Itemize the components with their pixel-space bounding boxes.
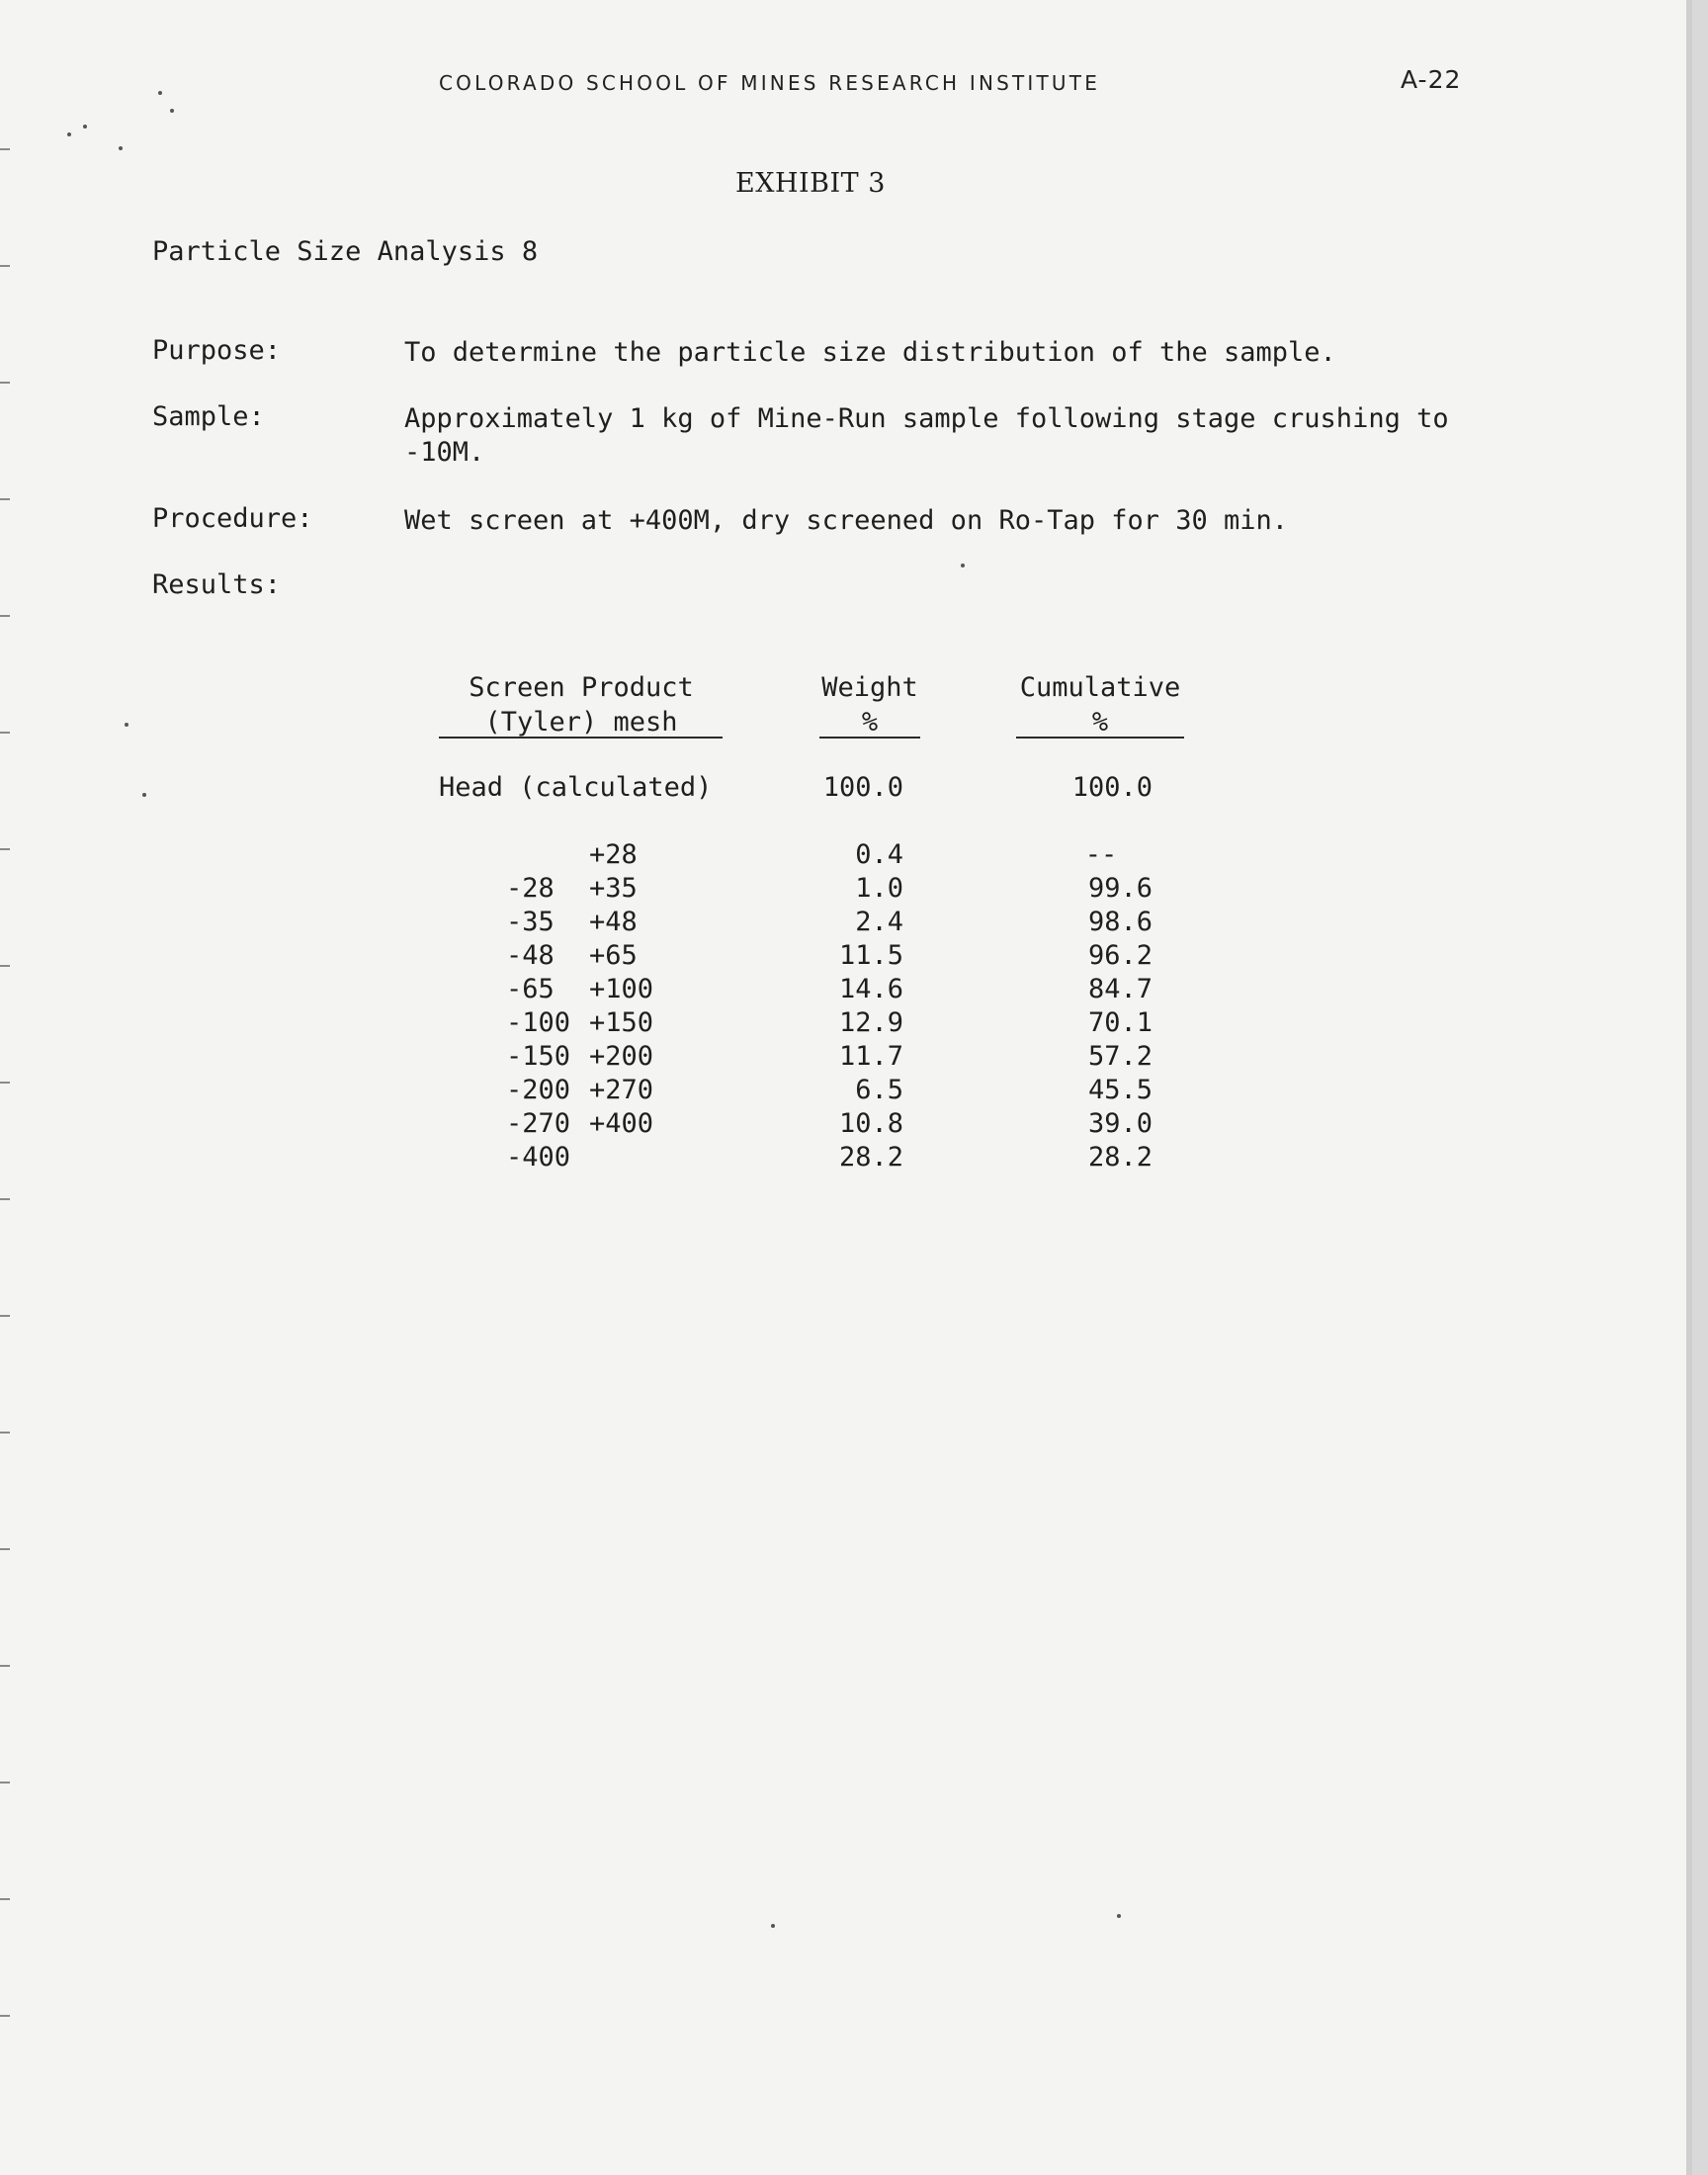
cumulative-value: 45.5 xyxy=(1087,1075,1153,1105)
results-label: Results: xyxy=(152,569,282,600)
weight-value: 11.5 xyxy=(838,940,903,971)
header-weight: Weight xyxy=(821,672,918,703)
institution-letterhead: COLORADO SCHOOL OF MINES RESEARCH INSTITUTE xyxy=(439,71,1101,95)
mesh-plus: +200 xyxy=(589,1041,654,1072)
edge-mark xyxy=(0,615,10,617)
mesh-plus: +400 xyxy=(589,1108,654,1139)
mesh-minus: -35 xyxy=(506,907,555,937)
edge-mark xyxy=(0,1782,10,1784)
edge-mark xyxy=(0,382,10,384)
procedure-label: Procedure: xyxy=(152,503,313,534)
head-row-cumulative: 100.0 xyxy=(1071,772,1153,803)
cumulative-value: 96.2 xyxy=(1087,940,1153,971)
cumulative-value: -- xyxy=(1084,839,1118,870)
header-tyler-mesh: (Tyler) mesh xyxy=(484,707,678,738)
edge-mark xyxy=(0,2015,10,2017)
document-title: Particle Size Analysis 8 xyxy=(152,236,539,267)
cumulative-value: 57.2 xyxy=(1087,1041,1153,1072)
mesh-minus: -200 xyxy=(506,1075,571,1105)
mesh-minus: -270 xyxy=(506,1108,571,1139)
head-row-weight: 100.0 xyxy=(822,772,903,803)
scan-speck xyxy=(771,1924,775,1928)
edge-mark xyxy=(0,1082,10,1084)
scan-speck xyxy=(119,146,123,150)
edge-mark xyxy=(0,1198,10,1200)
mesh-plus: +48 xyxy=(589,907,638,937)
mesh-minus: -65 xyxy=(506,974,555,1004)
sample-value-line2: -10M. xyxy=(404,437,485,468)
scan-speck xyxy=(170,109,174,113)
weight-value: 2.4 xyxy=(855,907,903,937)
sample-label: Sample: xyxy=(152,401,265,432)
scan-speck xyxy=(1117,1914,1121,1918)
header-screen-product: Screen Product xyxy=(469,672,694,703)
header-rule-screen xyxy=(439,737,723,739)
scan-speck xyxy=(125,723,128,727)
mesh-minus: -150 xyxy=(506,1041,571,1072)
exhibit-title: EXHIBIT 3 xyxy=(735,168,886,199)
weight-value: 14.6 xyxy=(838,974,903,1004)
sample-value-line1: Approximately 1 kg of Mine-Run sample following stage crushing to xyxy=(404,403,1449,434)
edge-mark xyxy=(0,965,10,967)
cumulative-value: 99.6 xyxy=(1087,873,1153,904)
cumulative-value: 39.0 xyxy=(1087,1108,1153,1139)
edge-mark xyxy=(0,498,10,500)
weight-value: 10.8 xyxy=(838,1108,903,1139)
mesh-plus: +270 xyxy=(589,1075,654,1105)
cumulative-value: 84.7 xyxy=(1087,974,1153,1004)
edge-mark xyxy=(0,1432,10,1434)
mesh-plus: +100 xyxy=(589,974,654,1004)
mesh-plus: +65 xyxy=(589,940,638,971)
cumulative-value: 98.6 xyxy=(1087,907,1153,937)
edge-mark xyxy=(0,1315,10,1317)
cumulative-value: 70.1 xyxy=(1087,1007,1153,1038)
header-rule-cumulative xyxy=(1016,737,1184,739)
edge-mark xyxy=(0,1898,10,1900)
header-rule-weight xyxy=(819,737,920,739)
edge-mark xyxy=(0,848,10,850)
mesh-minus: -28 xyxy=(506,873,555,904)
edge-mark xyxy=(0,265,10,267)
mesh-minus: -48 xyxy=(506,940,555,971)
weight-value: 28.2 xyxy=(838,1142,903,1173)
cumulative-value: 28.2 xyxy=(1087,1142,1153,1173)
purpose-value: To determine the particle size distribution of the sample. xyxy=(404,337,1336,368)
weight-value: 0.4 xyxy=(855,839,903,870)
weight-value: 11.7 xyxy=(838,1041,903,1072)
scan-speck xyxy=(158,91,162,95)
mesh-plus: +150 xyxy=(589,1007,654,1038)
edge-mark xyxy=(0,1665,10,1667)
weight-value: 6.5 xyxy=(855,1075,903,1105)
edge-mark xyxy=(0,732,10,734)
edge-mark xyxy=(0,148,10,150)
scan-speck xyxy=(67,132,71,136)
scan-speck xyxy=(142,793,146,797)
scan-speck xyxy=(961,564,965,567)
purpose-label: Purpose: xyxy=(152,335,282,366)
header-cumulative-unit: % xyxy=(1091,707,1109,738)
header-cumulative: Cumulative xyxy=(1019,672,1181,703)
scan-speck xyxy=(83,125,87,129)
page-number: A-22 xyxy=(1401,65,1462,94)
weight-value: 12.9 xyxy=(838,1007,903,1038)
mesh-plus: +28 xyxy=(589,839,638,870)
head-row-label: Head (calculated) xyxy=(439,772,713,803)
edge-mark xyxy=(0,1548,10,1550)
mesh-minus: -400 xyxy=(506,1142,571,1173)
header-weight-unit: % xyxy=(861,707,879,738)
procedure-value: Wet screen at +400M, dry screened on Ro-Tap for 30 min. xyxy=(404,505,1289,536)
mesh-minus: -100 xyxy=(506,1007,571,1038)
mesh-plus: +35 xyxy=(589,873,638,904)
weight-value: 1.0 xyxy=(855,873,903,904)
